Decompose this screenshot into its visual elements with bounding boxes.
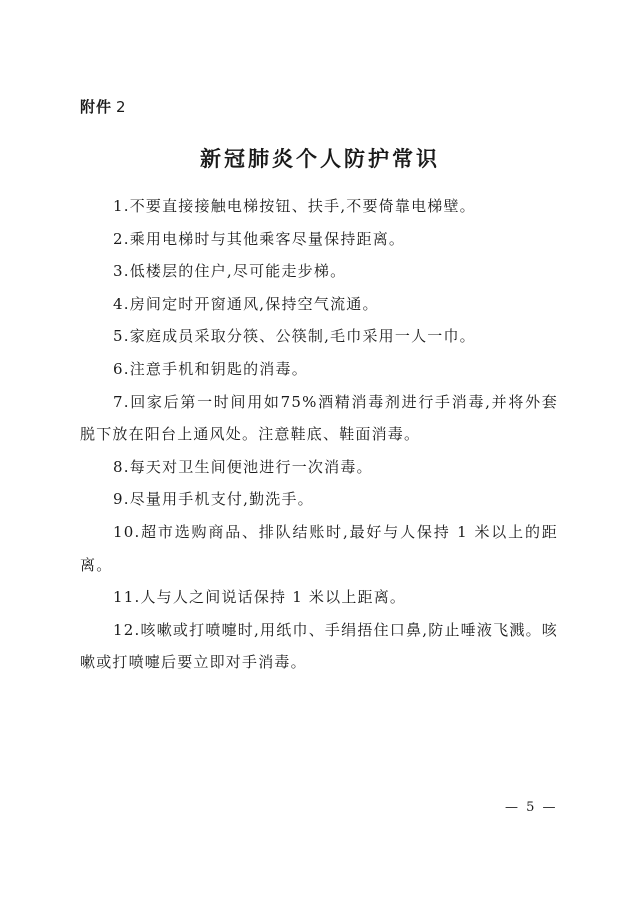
list-item: 12.咳嗽或打喷嚏时,用纸巾、手绢捂住口鼻,防止唾液飞溅。咳嗽或打喷嚏后要立即对手消毒。: [80, 620, 558, 672]
page-number: — 5 —: [505, 800, 558, 815]
list-item: 11.人与人之间说话保持 1 米以上距离。: [113, 588, 407, 607]
list-item: 8.每天对卫生间便池进行一次消毒。: [113, 457, 373, 476]
document-title: 新冠肺炎个人防护常识: [200, 146, 440, 171]
list-item: 3.低楼层的住户,尽可能走步梯。: [113, 262, 347, 281]
attachment-label: [80, 96, 127, 117]
list-item: 7.回家后第一时间用如75%酒精消毒剂进行手消毒,并将外套脱下放在阳台上通风处。注意鞋底、鞋面消毒。: [80, 392, 558, 444]
list-item: 9.尽量用手机支付,勤洗手。: [113, 490, 314, 509]
list-item: 1.不要直接接触电梯按钮、扶手,不要倚靠电梯壁。: [113, 197, 476, 215]
document-body: [80, 190, 558, 679]
list-item: 6.注意手机和钥匙的消毒。: [113, 359, 308, 378]
attachment-number: 2: [116, 98, 127, 116]
attachment-label-text: 附件: [80, 98, 113, 116]
list-item: 2.乘用电梯时与其他乘客尽量保持距离。: [113, 229, 406, 248]
list-item: 10.超市选购商品、排队结账时,最好与人保持 1 米以上的距离。: [80, 522, 558, 574]
list-item: 5.家庭成员采取分筷、公筷制,毛巾采用一人一巾。: [113, 327, 476, 346]
list-item: 4.房间定时开窗通风,保持空气流通。: [113, 294, 379, 313]
